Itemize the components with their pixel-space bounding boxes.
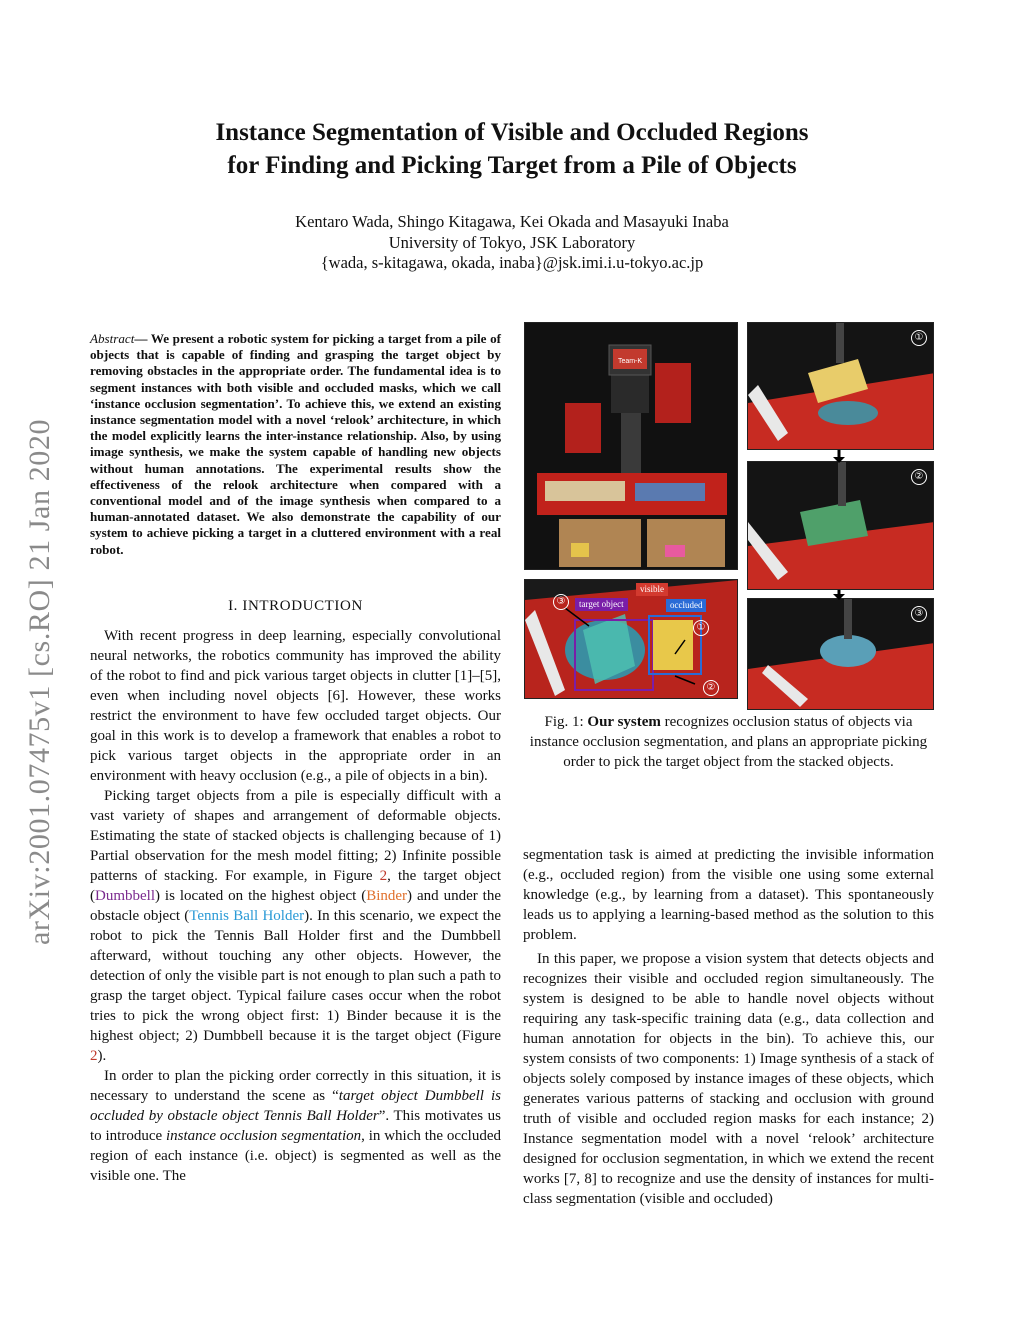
robot-display-label: Team-K (617, 358, 643, 365)
author-names: Kentaro Wada, Shingo Kitagawa, Kei Okada and Masayuki Inaba (295, 212, 729, 231)
arxiv-identifier: arXiv:2001.07475v1 [cs.RO] 21 Jan 2020 (23, 418, 56, 945)
right-paragraph-2: In this paper, we propose a vision system that detects objects and recognizes their visible and occluded region simultaneously. The system is designed to be able to handle novel objects without requiring any task-specific training data (e.g., data collection and human annotation for objects in the bin). To achieve this, our system consists of two components: 1) Image synthesis of a stack of objects solely composed by instance images of these objects, which generates various patterns of stacking and occlusion with ground truth of visible and occluded region masks for each instance; 2) Instance segmentation model with a novel ‘relook’ architecture designed for occlusion segmentation, in which we extend the recent works [7, 8] to recognize and use the density of instances for multi-class segmentation (visible and occluded) (523, 951, 934, 1207)
caption-text: recognizes occlusion status of objects via instance occlusion segmentation, and plans an appropriate picking order to pick the target object from the stacked objects. (529, 714, 928, 770)
title-line-1: Instance Segmentation of Visible and Occluded Regions (215, 119, 809, 146)
right-column-body (523, 845, 934, 1209)
pick-step-1-photo (747, 322, 934, 450)
binder-label: Binder (366, 888, 408, 904)
paper-title (150, 116, 874, 182)
affiliation: University of Tokyo, JSK Laboratory (388, 232, 636, 252)
author-emails: {wada, s-kitagawa, okada, inaba}@jsk.imi.i.u-tokyo.ac.jp (320, 253, 704, 272)
dumbbell-label: Dumbbell (95, 888, 155, 904)
seg-step-3-badge: ③ (553, 594, 569, 610)
caption-prefix: Fig. 1: (544, 714, 588, 730)
occluded-label: occluded (666, 599, 706, 612)
abstract-label: Abstract (90, 331, 135, 346)
caption-bold: Our system (587, 714, 661, 730)
visible-label: visible (636, 583, 668, 596)
step-3-badge: ③ (911, 606, 927, 622)
robot-photo (524, 322, 738, 570)
figure-1 (524, 322, 934, 702)
figure-ref-link[interactable]: 2 (379, 868, 388, 884)
pick-step-3-photo (747, 598, 934, 710)
seg-step-2-badge: ② (703, 680, 719, 696)
section-heading-introduction: I. INTRODUCTION (228, 598, 363, 614)
figure-1-caption (523, 712, 934, 772)
right-paragraph-1: segmentation task is aimed at predicting the invisible information (e.g., occluded region) from the visible one using some external knowledge (e.g., by learning from a dataset). This spontaneously leads us to applying a learning-based method as the solution to this problem. (523, 847, 934, 943)
abstract-dash: — (134, 331, 151, 346)
abstract (90, 331, 501, 558)
step-arrows (824, 450, 854, 610)
intro-paragraph-1: With recent progress in deep learning, especially convolutional neural networks, the robotics community has improved the ability of the robot to find and pick various target objects in clutter [1]–[5], even when including novel objects [6]. However, these works restrict the environment to have few occluded target objects. Our goal in this work is to develop a framework that enables a robot to pick various target objects in the appropriate order in an environment with heavy occlusion (e.g., a pile of objects in a bin). (90, 628, 501, 784)
intro-paragraph-2: Picking target objects from a pile is especially difficult with a vast variety of shapes and arrangement of deformable objects. Estimating the state of stacked objects is challenging because of 1) Partial observation for the mesh model fitting; 2) Infinite possible patterns of stacking. For example, in Figure 2, the target object (Dumbbell) is located on the highest object (Binder) and under the obstacle object (Tennis Ball Holder). In this scenario, we expect the robot to pick the Tennis Ball Holder first and the Dumbbell afterward, without touching any other objects. However, the detection of only the visible part is not enough to plan such a path to grasp the target object. Typical failure cases occur when the robot tries to pick the wrong object first: 1) Binder because it is the highest object; 2) Dumbbell because it is the target object (Figure 2). (90, 788, 502, 1064)
figure-ref-link[interactable]: 2 (90, 1048, 98, 1064)
seg-step-1-badge: ① (693, 620, 709, 636)
introduction-body (90, 626, 501, 1186)
abstract-text: We present a robotic system for picking a target from a pile of objects that is capable of finding and grasping the target object by removing obstacles in the appropriate order. The fundamental idea is to segment instances with both visible and occluded masks, which we call ‘instance occlusion segmentation’. To achieve this, we extend an existing instance segmentation model with a novel ‘relook’ architecture, in which the model explicitly learns the inter-instance relationship. Also, by using image synthesis, we make the system capable of handling new objects without human annotations. The experimental results show the effectiveness of the relook architecture when compared with a conventional model and of the image synthesis when compared to a human-annotated dataset. We also demonstrate the capability of our system to achieve picking a target in a cluttered environment with a real robot. (90, 331, 501, 557)
step-1-badge: ① (911, 330, 927, 346)
author-block (150, 212, 874, 274)
title-line-2: for Finding and Picking Target from a Pile of Objects (227, 152, 797, 179)
step-2-badge: ② (911, 469, 927, 485)
segmentation-photo (524, 579, 738, 699)
tennis-ball-holder-label: Tennis Ball Holder (189, 908, 305, 924)
intro-paragraph-3: In order to plan the picking order correctly in this situation, it is necessary to understand the scene as “target object Dumbbell is occluded by obstacle object Tennis Ball Holder”. This motivates us to introduce instance occlusion segmentation, in which the occluded region of each instance (i.e. object) is segmented as well as the visible one. The (90, 1068, 501, 1184)
target-object-label: target object (575, 598, 628, 611)
